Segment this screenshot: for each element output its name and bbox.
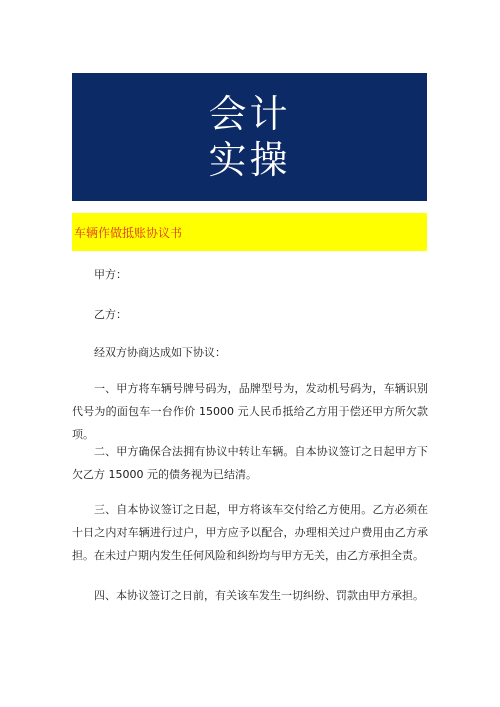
clause-4: 四、本协议签订之日前，有关该车发生一切纠纷、罚款由甲方承担。	[94, 589, 424, 602]
title-highlight-bar	[72, 213, 427, 251]
clause-2: 二、甲方确保合法拥有协议中转让车辆。自本协议签订之日起甲方下欠乙方 15000 元的债务视为已结清。	[72, 445, 428, 481]
header-banner	[72, 73, 427, 201]
party-b-line: 乙方：	[94, 308, 127, 321]
clause-1: 一、甲方将车辆号牌号码为，品牌型号为，发动机号码为，车辆识别代号为的面包车一台作价 15000 元人民币抵给乙方用于偿还甲方所欠款项。	[72, 382, 428, 441]
document-title: 车辆作做抵账协议书	[74, 225, 183, 240]
agreement-intro: 经双方协商达成如下协议：	[94, 346, 226, 359]
banner-line-1: 会计	[208, 92, 291, 136]
clause-3: 三、自本协议签订之日起，甲方将该车交付给乙方使用。乙方必须在十日之内对车辆进行过户，甲方应予以配合，办理相关过户费用由乙方承担。在未过户期内发生任何风险和纠纷均与甲方无关，由乙方承担全责。	[72, 503, 428, 562]
party-a-line: 甲方：	[94, 268, 127, 281]
banner-line-2: 实操	[208, 138, 291, 182]
